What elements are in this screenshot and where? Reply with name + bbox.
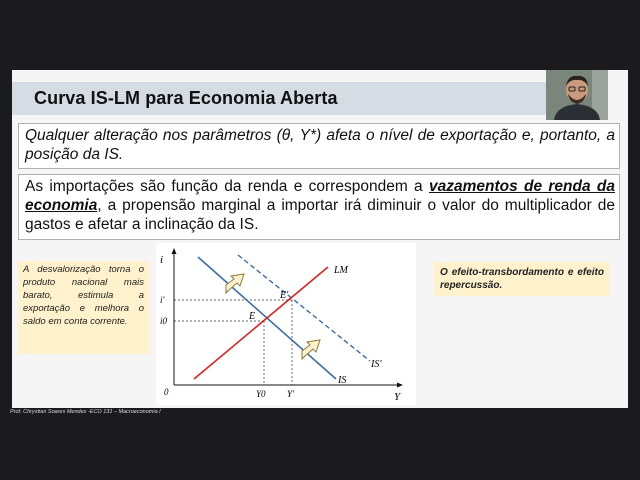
tick-y0: Y0 [256,389,266,399]
paragraph-imports [18,174,620,240]
tick-i0: i0 [160,316,168,326]
note-spillover: O efeito-transbordamento e efeito repercussão. [434,262,610,296]
point-e: E [249,311,256,322]
tick-y-prime: Y' [287,389,294,399]
footer-credit: Prof. Chrystian Soares Mendes -ECO 131 – Macroeconomia I [10,409,161,415]
note-devaluation: A desvalorização torna o produto nacional mais barato, estimula a exportação e melhora o saldo em conta corrente. [18,261,149,354]
slide-title: Curva IS-LM para Economia Aberta [34,88,338,108]
presenter-webcam [546,70,608,120]
paragraph-parameters: Qualquer alteração nos parâmetros (θ, Y*) afeta o nível de exportação e, portanto, a posição da IS. [18,123,620,169]
is-label: IS [338,375,347,386]
is-prime-curve [238,255,370,361]
paragraph-imports-end: , a propensão marginal a importar irá diminuir o valor do multiplicador de gastos e afetar a inclinação da IS. [25,197,615,233]
title-bar [12,82,547,115]
lm-curve [194,267,328,379]
lm-label: LM [334,265,348,276]
y-axis-label: i [160,254,164,266]
is-lm-chart [156,243,416,405]
slide [12,70,628,408]
x-axis-arrow-icon [397,383,403,388]
presenter-avatar-icon [546,70,608,120]
x-axis-label: Y [394,391,401,403]
y-axis-arrow-icon [172,248,177,254]
paragraph-imports-start: As importações são função da renda e correspondem a [25,178,429,195]
point-e-prime: E' [280,290,289,301]
origin-label: 0 [164,387,169,397]
is-prime-label: IS' [371,359,382,370]
tick-i-prime: i' [160,295,165,305]
paragraph-imports-emphasis: vazamentos de renda da economia [25,178,615,214]
